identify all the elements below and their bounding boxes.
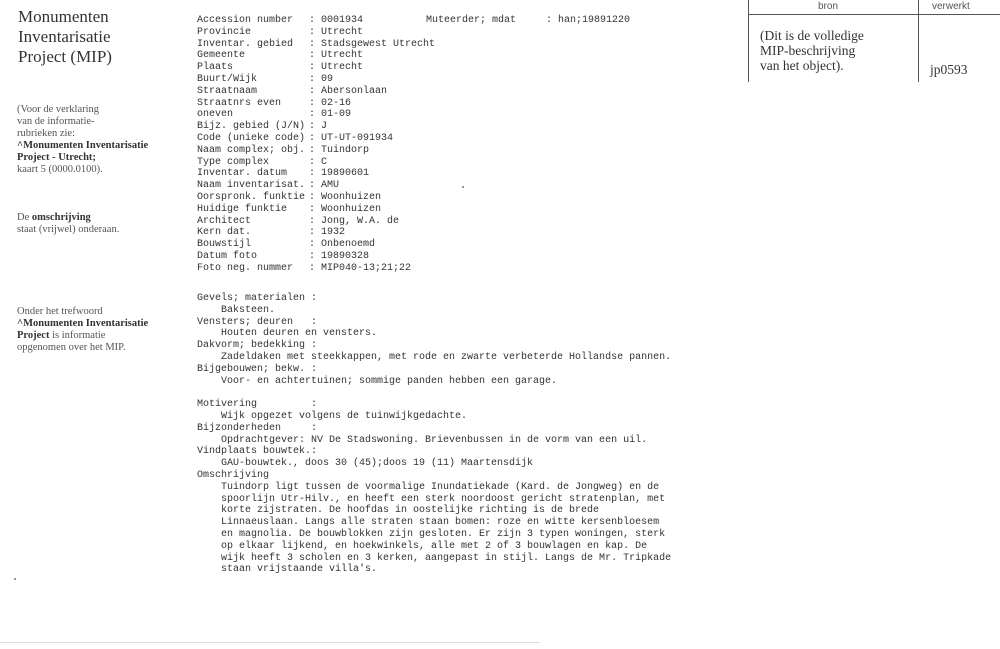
field-value: Onbenoemd [321,239,376,251]
field-row [197,39,435,51]
note-line: opgenomen over het MIP. [17,342,126,353]
field-label: Provincie [197,26,252,38]
section-text: wijk heeft 3 scholen en 3 kerken, aangepast in stijl. Langs de Mr. Tripkade [221,552,672,564]
field-row [197,145,435,157]
section-text: Houten deuren en vensters. [221,328,378,340]
field-value: 19890601 [321,168,370,180]
column-header-verwerkt: verwerkt [932,1,970,12]
note-line: staat (vrijwel) onderaan. [17,224,120,235]
field-separator: : [309,97,316,109]
section-heading: Omschrijving [197,469,270,481]
field-value: 1932 [321,227,346,239]
section-heading: Motivering : [197,399,318,411]
field-value: 0001934 [321,15,364,26]
header-divider [748,14,1000,15]
field-label: Kern dat. [197,227,252,239]
section-gap [197,387,671,399]
note-text: De [17,212,32,223]
field-label: Oorspronk. funktie [197,191,306,203]
field-separator: : [309,250,316,262]
field-label: Buurt/Wijk [197,73,258,85]
field-row [197,121,435,133]
field-value: J [321,121,328,133]
section-text: Opdrachtgever: NV De Stadswoning. Brievenbussen in de vorm van een uil. [221,434,648,446]
field-separator: : [309,26,316,38]
field-label: Foto neg. nummer [197,262,294,274]
note-text: is informatie [49,330,106,341]
field-value: UT-UT-091934 [321,132,394,144]
processed-code: jp0593 [930,62,968,77]
note-bold-line: ^Monumenten Inventarisatie [17,140,149,151]
field-value: 19890328 [321,250,370,262]
field-separator: : [309,132,316,144]
section-heading: Gevels; materialen : [197,293,318,304]
section-text: Baksteen. [221,304,276,316]
field-value: Utrecht [321,62,364,74]
note-line: (Voor de verklaring [17,104,100,115]
field-row [197,50,435,62]
note-bold-text: omschrijving [31,212,91,223]
field-separator: : [309,215,316,227]
section-text: en magnolia. De bouwblokken zijn gesloten. Er zijn 3 typen woningen, sterk [221,528,666,540]
field-label: Straatnrs even [197,97,282,109]
field-row [197,239,435,251]
field-label: oneven [197,109,234,121]
field-separator: : [309,203,316,215]
column-divider [748,0,749,82]
section-text: op elkaar lijkend, en hoekwinkels, alle met 2 of 3 bouwlagen en kap. De [221,540,648,552]
record-fields [197,15,435,275]
field-value: MIP040-13;21;22 [321,262,412,274]
section-text: spoorlijn Utr-Hilv., en heeft een sterk noordoost gericht stratenplan, met [221,493,666,505]
field-separator: : [309,85,316,97]
field-separator: : [309,109,316,121]
page-edge-line [0,642,540,643]
source-line: van het object). [760,58,844,73]
field-value: Utrecht [321,50,364,62]
field-value: AMU [321,180,340,192]
field-separator: : [309,191,316,203]
column-header-bron: bron [818,1,839,12]
field-label: Bijz. gebied (J/N) [197,121,306,133]
section-heading: Vindplaats bouwtek.: [197,446,318,458]
field-label: Naam complex; obj. [197,144,306,156]
field-row [197,263,435,275]
field-separator: : [309,262,316,274]
field-row [197,216,435,228]
note-line: van de informatie- [17,116,95,127]
field-row [197,204,435,216]
section-heading: Dakvorm; bedekking : [197,340,318,352]
field-separator: : [309,62,316,74]
description-note [17,212,119,236]
scan-speck [14,578,16,580]
field-label: Huidige funktie [197,203,288,215]
section-text: GAU-bouwtek., doos 30 (45);doos 19 (11) Maartensdijk [221,458,534,470]
field-row [197,157,435,169]
note-line: kaart 5 (0000.0100). [17,164,103,175]
field-label: Code (unieke code) [197,132,306,144]
title-line: Monumenten [18,7,109,26]
section-text: staan vrijstaande villa's. [221,564,378,576]
field-row [197,192,435,204]
note-bold-line: ^Monumenten Inventarisatie [17,318,149,329]
field-label: Architect [197,215,252,227]
field-separator: : [309,239,316,251]
field-separator: : [309,38,316,50]
field-row [197,74,435,86]
field-separator: : [309,73,316,85]
scan-speck [462,186,464,188]
field-label: Type complex [197,156,270,168]
field-value: Woonhuizen [321,203,382,215]
field-row [197,62,435,74]
title-line: Inventarisatie [18,27,111,46]
section-text: Voor- en achtertuinen; sommige panden hebben een garage. [221,375,558,387]
field-label: Datum foto [197,250,258,262]
field-row [197,98,435,110]
field-separator: : [309,50,316,62]
field-row [197,15,435,27]
note-bold-line: Project - Utrecht; [17,152,96,163]
record-description [197,293,671,576]
note-line: rubrieken zie: [17,128,76,139]
field-separator: : [309,121,316,133]
section-heading: Bijgebouwen; bekw. : [197,363,318,375]
field-separator: : [309,15,316,26]
source-box [748,0,1000,82]
field-label: Gemeente [197,50,246,62]
section-text: Zadeldaken met steekkappen, met rode en zwarte verbeterde Hollandse pannen. [221,351,672,363]
field-label: Bouwstijl [197,239,252,251]
keyword-note [17,306,148,354]
field-value: Abersonlaan [321,85,388,97]
source-line: MIP-beschrijving [760,43,856,58]
field-label: Naam inventarisat. [197,180,306,192]
column-divider [918,0,919,82]
section-text: Linnaeuslaan. Langs alle straten staan bomen: roze en witte kersenbloesem [221,517,660,529]
field-label: Inventar. datum [197,168,288,180]
field-label: Plaats [197,62,234,74]
field-row [197,86,435,98]
field-value: 09 [321,73,334,85]
field-value: Jong, W.A. de [321,215,400,227]
field-row [197,168,435,180]
field-row [197,27,435,39]
source-text [760,28,864,73]
field-separator: : [309,168,316,180]
field-label: Accession number [197,15,294,26]
note-line: Onder het trefwoord [17,306,103,317]
mutation-info: Muteerder; mdat : han;19891220 [426,15,631,26]
source-line: (Dit is de volledige [760,28,864,43]
field-separator: : [309,144,316,156]
field-row [197,133,435,145]
note-bold-text: Project [17,330,50,341]
section-text: korte zijstraten. De hoofdas in oostelijke richting is de brede [221,505,600,517]
field-value: 02-16 [321,97,352,109]
legend-note [17,104,148,176]
document-title [18,7,112,67]
field-label: Inventar. gebied [197,38,294,50]
section-heading: Vensters; deuren : [197,316,318,328]
field-value: Utrecht [321,26,364,38]
field-separator: : [309,227,316,239]
field-row [197,251,435,263]
field-separator: : [309,180,316,192]
field-separator: : [309,156,316,168]
section-text: Wijk opgezet volgens de tuinwijkgedachte. [221,410,468,422]
field-value: Woonhuizen [321,191,382,203]
field-row [197,227,435,239]
field-label: Straatnaam [197,85,258,97]
section-heading: Bijzonderheden : [197,422,318,434]
field-value: 01-09 [321,109,352,121]
field-value: Stadsgewest Utrecht [321,38,436,50]
field-value: C [321,156,328,168]
field-row [197,180,435,192]
field-row [197,109,435,121]
field-value: Tuindorp [321,144,370,156]
title-line: Project (MIP) [18,47,112,66]
section-text: Tuindorp ligt tussen de voormalige Inundatiekade (Kard. de Jongweg) en de [221,481,660,493]
